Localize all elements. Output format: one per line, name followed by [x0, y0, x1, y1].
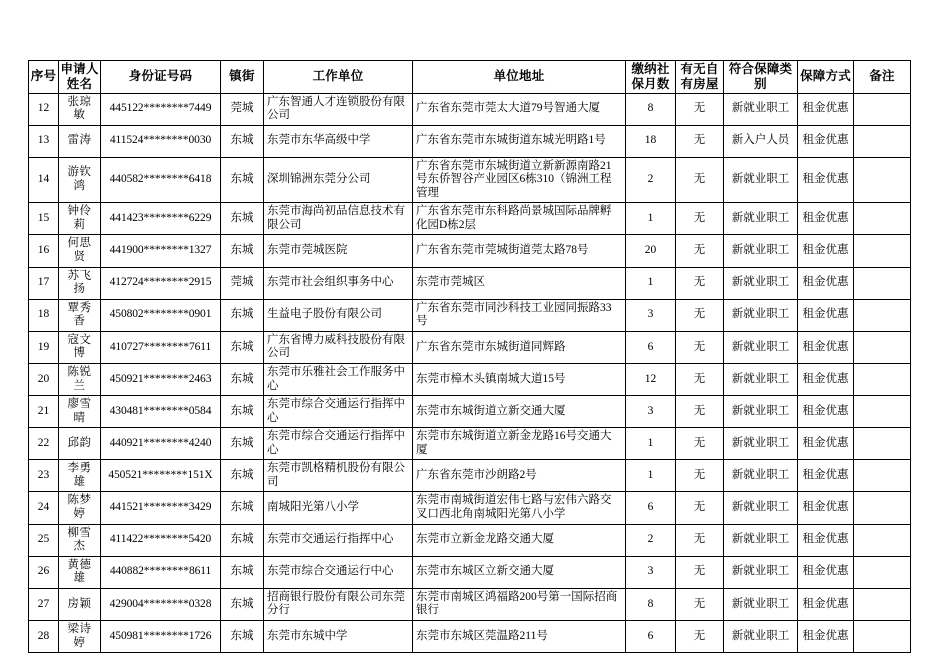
cell-housing-category: 新就业职工: [724, 299, 798, 331]
cell-applicant-name: 苏飞扬: [59, 267, 101, 299]
cell-social-insurance-months: 1: [626, 267, 676, 299]
table-row: [29, 299, 911, 331]
cell-unit-address: 东莞市东城街道立新交通大厦: [413, 396, 626, 428]
cell-work-unit: 东莞市综合交通运行中心: [264, 556, 413, 588]
cell-housing-category: 新就业职工: [724, 588, 798, 620]
cell-owns-house: 无: [676, 235, 724, 267]
cell-housing-category: 新就业职工: [724, 428, 798, 460]
cell-social-insurance-months: 3: [626, 396, 676, 428]
cell-work-unit: 东莞市综合交通运行指挥中心: [264, 396, 413, 428]
cell-housing-category: 新就业职工: [724, 556, 798, 588]
table-row: [29, 428, 911, 460]
cell-owns-house: 无: [676, 203, 724, 235]
roster-table-wrapper: [28, 60, 910, 653]
cell-applicant-name: 陈梦婷: [59, 492, 101, 524]
cell-social-insurance-months: 6: [626, 331, 676, 363]
table-row: [29, 203, 911, 235]
cell-id-number: 440882********8611: [101, 556, 221, 588]
cell-work-unit: 东莞市海尚初品信息技术有限公司: [264, 203, 413, 235]
cell-town: 东城: [221, 620, 264, 652]
header-town: 镇街: [221, 61, 264, 94]
cell-town: 东城: [221, 125, 264, 157]
cell-applicant-name: 廖雪晴: [59, 396, 101, 428]
cell-unit-address: 东莞市南城区鸿福路200号第一国际招商银行: [413, 588, 626, 620]
cell-seq: 16: [29, 235, 59, 267]
cell-housing-category: 新入户人员: [724, 125, 798, 157]
cell-applicant-name: 钟伶莉: [59, 203, 101, 235]
cell-housing-mode: 租金优惠: [798, 396, 854, 428]
cell-town: 东城: [221, 363, 264, 395]
cell-owns-house: 无: [676, 267, 724, 299]
cell-unit-address: 东莞市东城区立新交通大厦: [413, 556, 626, 588]
cell-id-number: 450521********151X: [101, 460, 221, 492]
cell-town: 东城: [221, 396, 264, 428]
cell-social-insurance-months: 3: [626, 299, 676, 331]
header-months: 缴纳社保月数: [626, 61, 676, 94]
cell-applicant-name: 游钦鸿: [59, 157, 101, 203]
cell-seq: 27: [29, 588, 59, 620]
cell-remark: [854, 331, 911, 363]
table-row: [29, 556, 911, 588]
cell-housing-mode: 租金优惠: [798, 235, 854, 267]
cell-housing-mode: 租金优惠: [798, 620, 854, 652]
header-name: 申请人姓名: [59, 61, 101, 94]
header-house: 有无自有房屋: [676, 61, 724, 94]
cell-social-insurance-months: 12: [626, 363, 676, 395]
cell-remark: [854, 125, 911, 157]
cell-social-insurance-months: 6: [626, 492, 676, 524]
cell-housing-mode: 租金优惠: [798, 299, 854, 331]
cell-housing-category: 新就业职工: [724, 235, 798, 267]
cell-housing-mode: 租金优惠: [798, 331, 854, 363]
cell-id-number: 412724********2915: [101, 267, 221, 299]
cell-remark: [854, 492, 911, 524]
cell-id-number: 445122********7449: [101, 93, 221, 125]
table-row: [29, 460, 911, 492]
header-address: 单位地址: [413, 61, 626, 94]
cell-work-unit: 深圳锦洲东莞分公司: [264, 157, 413, 203]
cell-work-unit: 生益电子股份有限公司: [264, 299, 413, 331]
cell-owns-house: 无: [676, 428, 724, 460]
cell-housing-mode: 租金优惠: [798, 460, 854, 492]
cell-id-number: 441521********3429: [101, 492, 221, 524]
cell-town: 东城: [221, 556, 264, 588]
header-remark: 备注: [854, 61, 911, 94]
table-row: [29, 157, 911, 203]
cell-id-number: 430481********0584: [101, 396, 221, 428]
table-row: [29, 235, 911, 267]
cell-seq: 21: [29, 396, 59, 428]
table-row: [29, 93, 911, 125]
table-row: [29, 620, 911, 652]
cell-town: 东城: [221, 235, 264, 267]
cell-town: 莞城: [221, 93, 264, 125]
cell-unit-address: 广东省东莞市沙朗路2号: [413, 460, 626, 492]
header-mode: 保障方式: [798, 61, 854, 94]
table-row: [29, 363, 911, 395]
cell-town: 东城: [221, 588, 264, 620]
cell-seq: 26: [29, 556, 59, 588]
header-seq: 序号: [29, 61, 59, 94]
applicant-roster-table: [28, 60, 911, 653]
cell-housing-mode: 租金优惠: [798, 93, 854, 125]
cell-owns-house: 无: [676, 492, 724, 524]
cell-remark: [854, 267, 911, 299]
table-row: [29, 331, 911, 363]
cell-housing-mode: 租金优惠: [798, 363, 854, 395]
cell-id-number: 450921********2463: [101, 363, 221, 395]
cell-social-insurance-months: 8: [626, 93, 676, 125]
cell-unit-address: 广东省东莞市东科路尚景城国际品牌孵化园D栋2层: [413, 203, 626, 235]
cell-id-number: 410727********7611: [101, 331, 221, 363]
cell-remark: [854, 556, 911, 588]
cell-id-number: 411524********0030: [101, 125, 221, 157]
cell-remark: [854, 620, 911, 652]
cell-town: 东城: [221, 203, 264, 235]
cell-housing-mode: 租金优惠: [798, 203, 854, 235]
table-header: [29, 61, 911, 94]
cell-seq: 24: [29, 492, 59, 524]
cell-social-insurance-months: 2: [626, 157, 676, 203]
cell-unit-address: 东莞市东城区莞温路211号: [413, 620, 626, 652]
cell-seq: 18: [29, 299, 59, 331]
cell-work-unit: 东莞市交通运行指挥中心: [264, 524, 413, 556]
cell-unit-address: 广东省东莞市东城街道立新新源南路21号东侨智谷产业园区6栋310（锦洲工程管理: [413, 157, 626, 203]
cell-unit-address: 东莞市南城街道宏伟七路与宏伟六路交叉口西北角南城阳光第八小学: [413, 492, 626, 524]
cell-housing-mode: 租金优惠: [798, 588, 854, 620]
cell-seq: 28: [29, 620, 59, 652]
cell-town: 东城: [221, 157, 264, 203]
cell-remark: [854, 235, 911, 267]
cell-housing-mode: 租金优惠: [798, 556, 854, 588]
table-row: [29, 492, 911, 524]
cell-remark: [854, 363, 911, 395]
cell-owns-house: 无: [676, 460, 724, 492]
cell-remark: [854, 524, 911, 556]
header-category: 符合保障类别: [724, 61, 798, 94]
cell-id-number: 411422********5420: [101, 524, 221, 556]
cell-unit-address: 东莞市立新金龙路交通大厦: [413, 524, 626, 556]
cell-owns-house: 无: [676, 556, 724, 588]
cell-work-unit: 东莞市综合交通运行指挥中心: [264, 428, 413, 460]
cell-work-unit: 东莞市东华高级中学: [264, 125, 413, 157]
cell-social-insurance-months: 8: [626, 588, 676, 620]
cell-work-unit: 广东智通人才连锁股份有限公司: [264, 93, 413, 125]
cell-owns-house: 无: [676, 363, 724, 395]
cell-housing-mode: 租金优惠: [798, 267, 854, 299]
cell-town: 东城: [221, 299, 264, 331]
cell-town: 莞城: [221, 267, 264, 299]
table-row: [29, 524, 911, 556]
cell-applicant-name: 覃秀香: [59, 299, 101, 331]
cell-remark: [854, 93, 911, 125]
cell-housing-category: 新就业职工: [724, 331, 798, 363]
cell-housing-mode: 租金优惠: [798, 492, 854, 524]
cell-work-unit: 广东省博力威科技股份有限公司: [264, 331, 413, 363]
header-id: 身份证号码: [101, 61, 221, 94]
cell-applicant-name: 房颖: [59, 588, 101, 620]
cell-social-insurance-months: 1: [626, 203, 676, 235]
cell-town: 东城: [221, 524, 264, 556]
cell-housing-mode: 租金优惠: [798, 125, 854, 157]
cell-applicant-name: 黄德雄: [59, 556, 101, 588]
cell-social-insurance-months: 18: [626, 125, 676, 157]
cell-housing-category: 新就业职工: [724, 620, 798, 652]
cell-social-insurance-months: 6: [626, 620, 676, 652]
cell-remark: [854, 588, 911, 620]
cell-remark: [854, 203, 911, 235]
cell-owns-house: 无: [676, 588, 724, 620]
cell-town: 东城: [221, 428, 264, 460]
cell-housing-category: 新就业职工: [724, 267, 798, 299]
cell-work-unit: 南城阳光第八小学: [264, 492, 413, 524]
cell-unit-address: 广东省东莞市莞太大道79号智通大厦: [413, 93, 626, 125]
cell-id-number: 450802********0901: [101, 299, 221, 331]
cell-applicant-name: 李勇雄: [59, 460, 101, 492]
cell-seq: 23: [29, 460, 59, 492]
cell-housing-category: 新就业职工: [724, 524, 798, 556]
cell-unit-address: 东莞市东城街道立新金龙路16号交通大厦: [413, 428, 626, 460]
table-body: [29, 93, 911, 653]
cell-unit-address: 广东省东莞市同沙科技工业园同振路33号: [413, 299, 626, 331]
cell-housing-mode: 租金优惠: [798, 428, 854, 460]
cell-seq: 19: [29, 331, 59, 363]
table-header-row: [29, 61, 911, 94]
table-row: [29, 588, 911, 620]
cell-unit-address: 东莞市莞城区: [413, 267, 626, 299]
cell-owns-house: 无: [676, 524, 724, 556]
cell-work-unit: 东莞市乐雅社会工作服务中心: [264, 363, 413, 395]
cell-id-number: 441900********1327: [101, 235, 221, 267]
cell-remark: [854, 396, 911, 428]
cell-town: 东城: [221, 460, 264, 492]
cell-housing-category: 新就业职工: [724, 460, 798, 492]
cell-owns-house: 无: [676, 157, 724, 203]
cell-social-insurance-months: 1: [626, 428, 676, 460]
cell-id-number: 441423********6229: [101, 203, 221, 235]
cell-owns-house: 无: [676, 125, 724, 157]
cell-housing-category: 新就业职工: [724, 157, 798, 203]
cell-owns-house: 无: [676, 396, 724, 428]
cell-remark: [854, 157, 911, 203]
table-row: [29, 267, 911, 299]
cell-seq: 22: [29, 428, 59, 460]
cell-id-number: 429004********0328: [101, 588, 221, 620]
cell-work-unit: 东莞市莞城医院: [264, 235, 413, 267]
cell-unit-address: 东莞市樟木头镇南城大道15号: [413, 363, 626, 395]
cell-work-unit: 东莞市社会组织事务中心: [264, 267, 413, 299]
table-row: [29, 125, 911, 157]
cell-housing-category: 新就业职工: [724, 93, 798, 125]
cell-town: 东城: [221, 331, 264, 363]
table-row: [29, 396, 911, 428]
cell-social-insurance-months: 20: [626, 235, 676, 267]
cell-housing-mode: 租金优惠: [798, 157, 854, 203]
cell-work-unit: 招商银行股份有限公司东莞分行: [264, 588, 413, 620]
cell-seq: 20: [29, 363, 59, 395]
cell-applicant-name: 寇文博: [59, 331, 101, 363]
cell-unit-address: 广东省东莞市东城街道同辉路: [413, 331, 626, 363]
cell-id-number: 450981********1726: [101, 620, 221, 652]
cell-owns-house: 无: [676, 299, 724, 331]
cell-work-unit: 东莞市凯格精机股份有限公司: [264, 460, 413, 492]
cell-seq: 15: [29, 203, 59, 235]
cell-seq: 12: [29, 93, 59, 125]
cell-remark: [854, 428, 911, 460]
cell-owns-house: 无: [676, 620, 724, 652]
cell-social-insurance-months: 2: [626, 524, 676, 556]
cell-remark: [854, 299, 911, 331]
cell-social-insurance-months: 1: [626, 460, 676, 492]
cell-applicant-name: 陈锐兰: [59, 363, 101, 395]
cell-id-number: 440921********4240: [101, 428, 221, 460]
header-unit: 工作单位: [264, 61, 413, 94]
cell-owns-house: 无: [676, 331, 724, 363]
cell-applicant-name: 何思贤: [59, 235, 101, 267]
cell-owns-house: 无: [676, 93, 724, 125]
cell-housing-category: 新就业职工: [724, 396, 798, 428]
cell-unit-address: 广东省东莞市莞城街道莞太路78号: [413, 235, 626, 267]
cell-seq: 25: [29, 524, 59, 556]
cell-seq: 17: [29, 267, 59, 299]
cell-applicant-name: 邱韵: [59, 428, 101, 460]
cell-applicant-name: 柳雪杰: [59, 524, 101, 556]
cell-unit-address: 广东省东莞市东城街道东城光明路1号: [413, 125, 626, 157]
cell-housing-category: 新就业职工: [724, 203, 798, 235]
cell-housing-category: 新就业职工: [724, 492, 798, 524]
cell-applicant-name: 雷涛: [59, 125, 101, 157]
cell-housing-mode: 租金优惠: [798, 524, 854, 556]
cell-id-number: 440582********6418: [101, 157, 221, 203]
cell-housing-category: 新就业职工: [724, 363, 798, 395]
cell-seq: 14: [29, 157, 59, 203]
cell-work-unit: 东莞市东城中学: [264, 620, 413, 652]
cell-social-insurance-months: 3: [626, 556, 676, 588]
cell-applicant-name: 张琼敏: [59, 93, 101, 125]
cell-applicant-name: 梁诗婷: [59, 620, 101, 652]
cell-remark: [854, 460, 911, 492]
cell-seq: 13: [29, 125, 59, 157]
cell-town: 东城: [221, 492, 264, 524]
